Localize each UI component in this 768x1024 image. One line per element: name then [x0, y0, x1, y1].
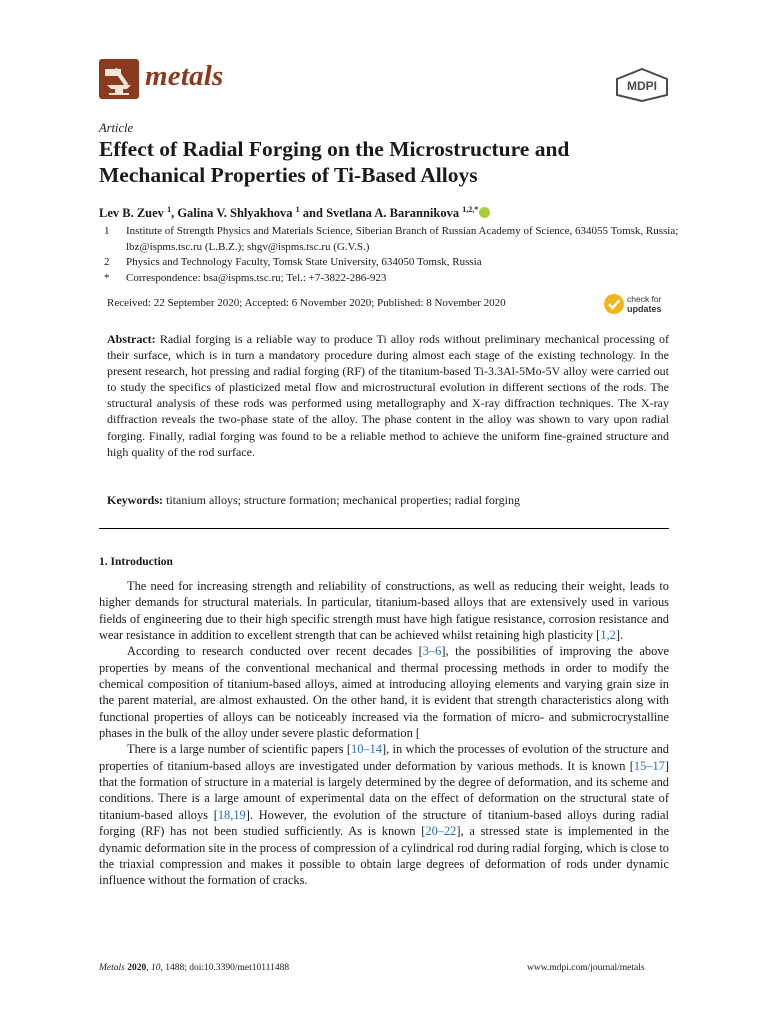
affiliation-text: Correspondence: bsa@ispms.tsc.ru; Tel.: +7-3822-286-923 — [126, 272, 387, 284]
citation-link[interactable]: 20–22 — [425, 824, 457, 839]
affiliation-text: Physics and Technology Faculty, Tomsk State University, 634050 Tomsk, Russia — [126, 256, 482, 268]
paragraph-text: ] that the formation of structure in a material is largely determined by the degree of deformation, and its scheme and conditions. There is a large amount of experimental data on the effect of deformation on the structural state of titanium-based alloys [ — [99, 758, 669, 822]
article-type: Article — [99, 121, 134, 135]
author-name: Lev B. Zuev — [99, 206, 164, 221]
author-name: Galina V. Shlyakhova — [177, 206, 293, 221]
abstract-label: Abstract: — [107, 332, 156, 346]
orcid-icon[interactable] — [479, 207, 490, 218]
author-affil-mark: 1 — [167, 205, 172, 214]
affiliation-mark: 1 — [104, 225, 110, 237]
abstract — [107, 331, 669, 460]
paragraph — [99, 643, 669, 741]
paragraph — [99, 578, 669, 643]
citation-link[interactable]: 1,2 — [600, 628, 616, 643]
paragraph-text: ]. — [615, 628, 624, 643]
footer-journal: Metals — [99, 963, 125, 973]
keywords — [107, 493, 669, 508]
paragraph-text: ], a stressed state is implemented in the dynamic deformation site in the process of compression of a cylindrical rod during radial forging, which is close to the triaxial compression and makes it possible to obtain large degrees of deformation of rods under dynamic influence without the formation of cracks. — [99, 824, 669, 888]
article-title: Effect of Radial Forging on the Microstructure and Mechanical Properties of Ti-Based Alloys — [99, 137, 570, 187]
check-updates-line1: check for — [627, 294, 662, 304]
footer-doi: , 1488; doi:10.3390/met10111488 — [160, 963, 290, 973]
author-list — [99, 205, 490, 221]
affiliation-text: Institute of Strength Physics and Materials Science, Siberian Branch of Russian Academy of Science, 634055 Tomsk, Russia; lbz@ispms.tsc.ru (L.B.Z.); shgv@ispms.tsc.ru (G.V.S.) — [126, 225, 679, 253]
publication-dates: Received: 22 September 2020; Accepted: 6 November 2020; Published: 8 November 2020 — [107, 297, 506, 309]
author-affil-mark: 1 — [295, 205, 300, 214]
author-separator: , — [171, 206, 178, 221]
section-body — [99, 578, 669, 889]
keywords-label: Keywords: — [107, 493, 163, 507]
metals-logo-icon — [99, 59, 139, 99]
check-for-updates-icon[interactable] — [603, 291, 675, 317]
paragraph-text: ]. However, the evolution of the structure of titanium-based alloys during radial forging (RF) has not been studied sufficiently. As is known [ — [99, 807, 669, 839]
footer-year: 2020 — [127, 963, 147, 973]
paragraph-text: There is a large number of scientific papers [ — [127, 742, 351, 757]
author-name: Svetlana A. Barannikova — [326, 206, 460, 221]
affiliation-mark: 2 — [104, 256, 110, 268]
citation-link[interactable]: 15–17 — [633, 758, 665, 773]
mdpi-logo-icon — [614, 68, 670, 102]
section-divider — [99, 528, 669, 529]
affiliation-mark: * — [104, 272, 110, 284]
section-heading: 1. Introduction — [99, 556, 173, 568]
citation-link[interactable]: 18,19 — [217, 807, 246, 822]
mdpi-logo-text: MDPI — [627, 79, 657, 93]
citation-link[interactable]: 3–6 — [422, 644, 442, 659]
paragraph — [99, 741, 669, 888]
author-separator: and — [299, 206, 327, 221]
journal-name: metals — [145, 60, 224, 92]
paragraph-text: ], in which the processes of evolution of the structure and properties of titanium-based alloys are investigated under deformation by various methods. It is known [ — [99, 742, 670, 773]
abstract-text: Radial forging is a reliable way to produce Ti alloy rods without preliminary mechanical processing of their surface, which is in turn a mandatory procedure during almost each stage of the existing technology. In the present research, hot pressing and radial forging (RF) of the titanium-based Ti-3.3Al-5Mo-5V alloy were carried out to study the specifics of plasticized metal flow and microstructural evolution in different sections of the rods. The structural analysis of these rods was performed using metallography and X-ray diffraction techniques. The X-ray diffraction reveals the two-phase state of the alloy. The phase content in the alloy was shown to vary upon radial forging. Finally, radial forging was found to be a reliable method to achieve the uniform fine-grained structure and high quality of the rod surface. — [107, 332, 670, 459]
citation-link[interactable]: 10–14 — [351, 742, 382, 757]
paragraph-text: The need for increasing strength and reliability of constructions, as well as reducing their weight, leads to higher demands for structural materials. In particular, titanium-based alloys that are extensively used in various fields of engineering due to their high specific strength must have high fatigue resistance, corrosion resistance and wear resistance in addition to excellent strength that can be achieved whilst retaining high plasticity [ — [99, 579, 669, 643]
paragraph-text: ], the possibilities of improving the above properties by means of the conventional mechanical and thermal processing methods in order to modify the chemical composition of titanium-based alloys, aimed at introducing alloying elements and varying grain size in the parent material, are almost exhausted. On the other hand, it is evident that strength characteristics along with functional properties of alloys can be noticeably increased via the formation of micro- and submicrocrystalline phases in the bulk of the alloy under severe plastic deformation [ — [99, 644, 670, 741]
author-affil-mark: 1,2,* — [462, 205, 479, 214]
check-updates-line2: updates — [627, 304, 662, 314]
footer-volume: 10 — [150, 963, 161, 973]
keywords-text: titanium alloys; structure formation; mechanical properties; radial forging — [166, 493, 521, 507]
footer-url[interactable]: www.mdpi.com/journal/metals — [527, 963, 645, 973]
footer-citation: Metals 2020, 10, 1488; doi:10.3390/met10111488 — [99, 963, 290, 973]
paragraph-text: According to research conducted over recent decades [ — [127, 644, 423, 659]
